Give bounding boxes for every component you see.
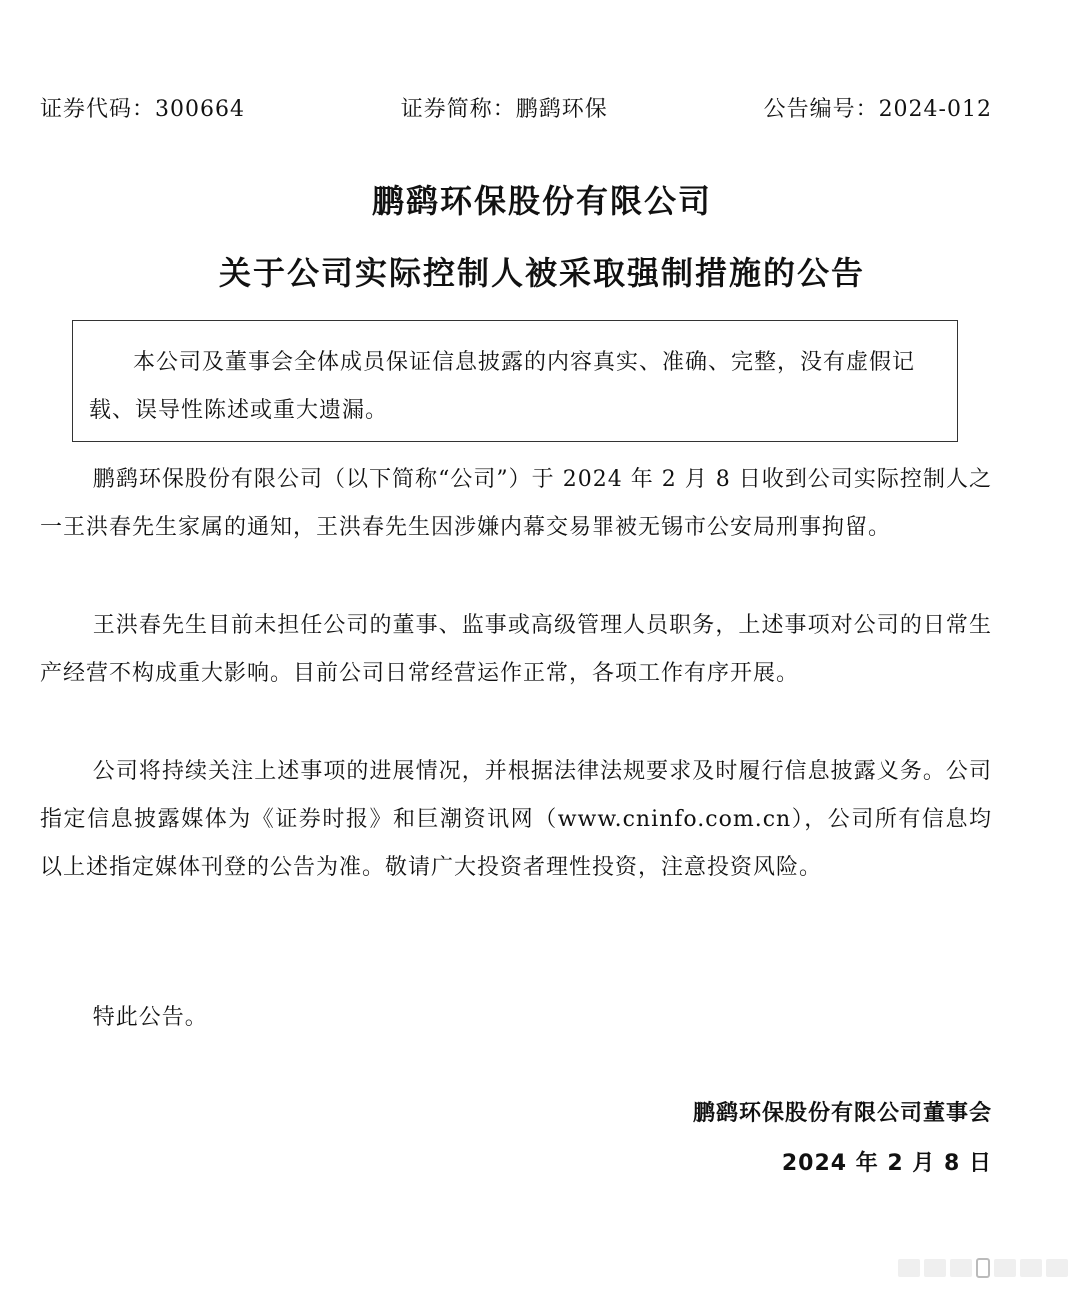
watermark-block: [1020, 1259, 1042, 1277]
document-header: [40, 92, 992, 123]
watermark-block: [950, 1259, 972, 1277]
stock-code: 证券代码：300664: [40, 97, 245, 122]
body-paragraph-2: 王洪春先生目前未担任公司的董事、监事或高级管理人员职务，上述事项对公司的日常生产经营不构成重大影响。目前公司日常经营运作正常，各项工作有序开展。: [40, 613, 992, 686]
body-paragraph-1: 鹏鹞环保股份有限公司（以下简称“公司”）于 2024 年 2 月 8 日收到公司实际控制人之一王洪春先生家属的通知，王洪春先生因涉嫌内幕交易罪被无锡市公安局刑事拘留。: [40, 467, 992, 540]
body-paragraph-3: 公司将持续关注上述事项的进展情况，并根据法律法规要求及时履行信息披露义务。公司指定信息披露媒体为《证券时报》和巨潮资讯网（www.cninfo.com.cn），公司所有信息均以上述指定媒体刊登的公告为准。敬请广大投资者理性投资，注意投资风险。: [40, 759, 992, 880]
watermark-block: [1046, 1259, 1068, 1277]
watermark-graphic: [838, 1257, 1068, 1279]
closing-statement: 特此公告。: [92, 1005, 208, 1030]
watermark-block: [994, 1259, 1016, 1277]
company-title: 鹏鹞环保股份有限公司: [371, 182, 712, 220]
watermark-block: [898, 1259, 920, 1277]
watermark-block: [924, 1259, 946, 1277]
watermark-logo-icon: [976, 1258, 990, 1278]
notice-number: 公告编号：2024-012: [763, 97, 992, 122]
disclosure-statement-box: 本公司及董事会全体成员保证信息披露的内容真实、准确、完整，没有虚假记载、误导性陈述或重大遗漏。: [72, 320, 958, 442]
stock-short-name: 证券简称：鹏鹞环保: [400, 97, 608, 122]
signature-organization: 鹏鹞环保股份有限公司董事会: [692, 1101, 992, 1126]
announcement-title: 关于公司实际控制人被采取强制措施的公告: [218, 254, 865, 292]
signature-date: 2024 年 2 月 8 日: [781, 1151, 992, 1176]
